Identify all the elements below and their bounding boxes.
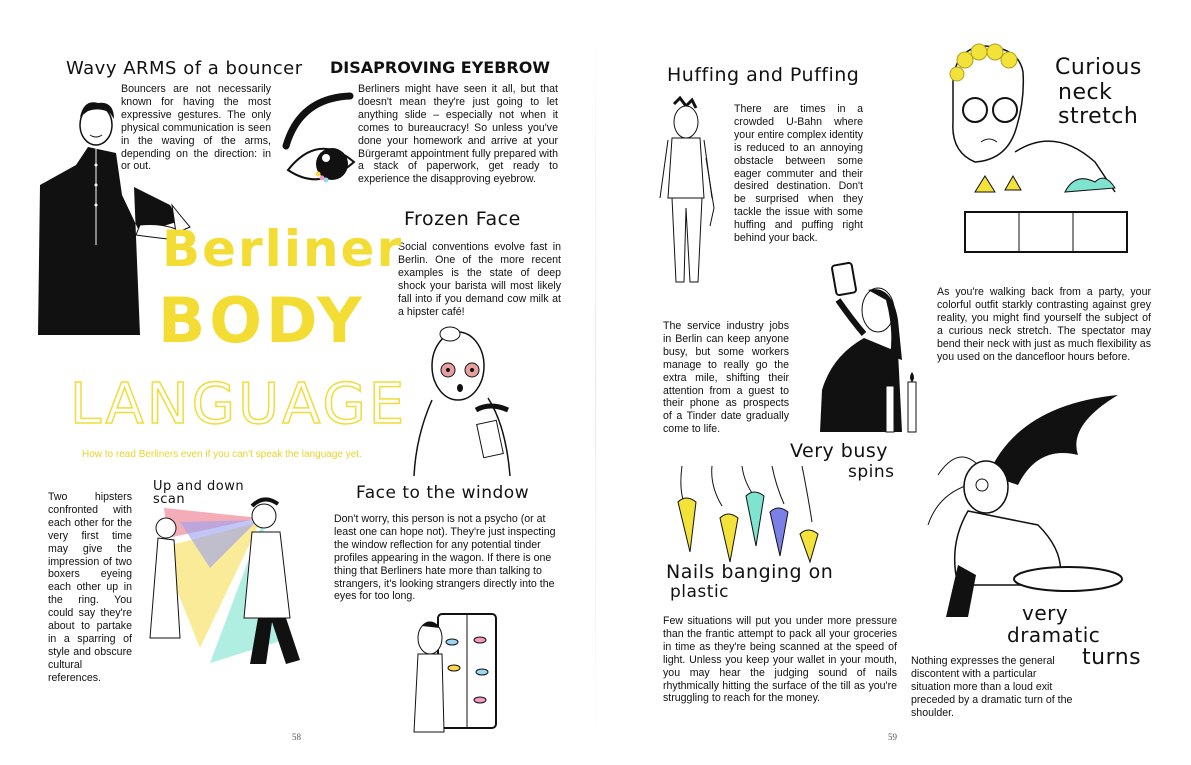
eye-illustration xyxy=(280,92,360,192)
frozen-text: Social conventions evolve fast in Berlin. One of the more recent examples is the state of deep shock your barista will most likely fall into if you demand cow milk at a hipster café! xyxy=(398,241,561,318)
spins-text: The service industry jobs in Berlin can keep anyone busy, but some workers manage to really go the extra mile, shifting their attention from a guest to their phone as prospects of a Tinder date gradually come to life. xyxy=(663,320,789,436)
subtitle: How to read Berliners even if you can't speak the language yet. xyxy=(82,449,362,460)
neck-illustration xyxy=(945,42,1145,270)
hipsters-illustration xyxy=(140,498,330,673)
nails-heading-line1: Nails banging on xyxy=(666,561,834,583)
huffing-text: There are times in a crowded U-Bahn where your entire complex identity is reduced to an annoying obstacle between some eager commuter and their desired destination. Don't be surprised when they tackle the issue with some huffing and puffing right behind your back. xyxy=(734,103,863,245)
window-heading: Face to the window xyxy=(356,483,530,503)
window-text: Don't worry, this person is not a psycho (or at least one can hope not). They're just inspecting the window reflection for any potential tinder profiles appearing in the wagon. If there is one thing that Berliners hate more than talking to strangers, it's looking strangers directly into the eyes for too long. xyxy=(334,513,556,603)
page-number-left: 58 xyxy=(292,732,301,742)
updown-text: Two hipsters confronted with each other for the very first time may give the impression of two boxers eyeing each other up in the ring. You could say they're about to partake in a sparring of style and obscure cultural references. xyxy=(48,491,132,684)
neck-heading-line1: Curious xyxy=(1055,55,1142,80)
neck-heading-line3: stretch xyxy=(1058,104,1139,129)
neck-text: As you're walking back from a party, your colorful outfit starkly contrasting against grey reality, you might find yourself the subject of a curious neck stretch. The spectator may bend their neck with just as much flexibility as you used on the dancefloor hours before. xyxy=(937,286,1151,363)
huffing-heading: Huffing and Puffing xyxy=(667,64,860,86)
title-berliner: Berliner xyxy=(162,220,404,278)
neck-heading-line2: neck xyxy=(1058,80,1113,105)
eyebrow-text: Berliners might have seen it all, but that doesn't mean they're just going to let anything slide – especially not when it comes to bureaucracy! So unless you've done your homework and arrive at your Bürgeramt appointment fully prepared with a stack of paperwork, get ready to experience the disapproving eyebrow. xyxy=(358,83,558,186)
turns-heading-line2: dramatic xyxy=(1007,623,1101,647)
huffing-illustration xyxy=(654,98,729,290)
frozen-heading: Frozen Face xyxy=(404,208,521,230)
turns-heading-line3: turns xyxy=(1082,645,1142,670)
spins-heading-line1: Very busy xyxy=(790,440,889,462)
barista-illustration xyxy=(410,326,525,476)
dramatic-turn-illustration xyxy=(918,395,1128,620)
nails-text: Few situations will put you under more pressure than the frantic attempt to pack all your groceries in time as they're being scanned at the speed of light. Unless you keep your wallet in your mouth, you may hear the judging sound of nails rhythmically hitting the surface of the till as you're struggling to reach for the money. xyxy=(663,615,897,705)
window-illustration xyxy=(410,612,500,732)
bouncer-heading: Wavy ARMS of a bouncer xyxy=(66,58,303,79)
turns-heading-line1: very xyxy=(1022,601,1069,625)
turns-text: Nothing expresses the general discontent with a particular situation more than a loud exit preceded by a dramatic turn of the shoulder. xyxy=(911,655,1073,719)
nails-illustration xyxy=(672,466,832,566)
title-language: LANGUAGE xyxy=(70,372,408,437)
title-body: BODY xyxy=(158,284,366,357)
spins-heading-line2: spins xyxy=(848,462,895,482)
phone-waiter-illustration xyxy=(812,260,932,435)
updown-heading: Up and down scan xyxy=(153,479,245,507)
eyebrow-heading: DISAPROVING EYEBROW xyxy=(330,58,550,77)
bouncer-text: Bouncers are not necessarily known for having the most expressive gestures. The only physical communication is seen in the waving of the arms, depending on the direction: in or out. xyxy=(121,83,271,173)
nails-heading-line2: plastic xyxy=(670,582,730,602)
page-number-right: 59 xyxy=(888,732,897,742)
page-gutter xyxy=(595,0,596,765)
